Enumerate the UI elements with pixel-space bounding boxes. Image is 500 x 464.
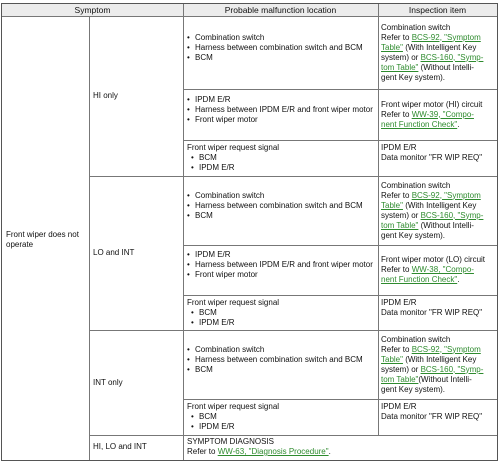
text-line xyxy=(381,120,498,130)
text-line xyxy=(381,53,498,63)
location-list xyxy=(187,308,373,328)
text-line xyxy=(381,385,498,395)
table-rule xyxy=(89,16,90,460)
text-segment: Front wiper motor (HI) circuit xyxy=(381,99,483,109)
location-list xyxy=(187,33,373,63)
location-item: • Harness between combination switch and BCM xyxy=(187,355,373,365)
text-segment: Data monitor "FR WIP REQ" xyxy=(381,308,483,317)
reference-link[interactable]: tom Table" xyxy=(381,374,419,384)
inspection-item xyxy=(381,335,498,395)
reference-link[interactable]: tom Table" xyxy=(381,220,419,230)
malfunction-location xyxy=(187,191,373,221)
text-segment: (With Intelligent Key xyxy=(402,354,477,364)
reference-link[interactable]: tom Table" xyxy=(381,62,419,72)
location-title: Front wiper request signal xyxy=(187,402,280,411)
table-rule xyxy=(183,89,497,90)
text-line xyxy=(381,412,498,422)
inspection-item xyxy=(381,298,498,318)
location-item: • Front wiper motor xyxy=(187,115,373,125)
table-rule xyxy=(183,245,497,246)
reference-link[interactable]: WW-38, "Compo- xyxy=(411,265,474,274)
text-segment: Refer to xyxy=(381,190,412,200)
text-segment: gent Key system). xyxy=(381,230,446,240)
reference-link[interactable]: Table" xyxy=(381,354,403,364)
text-segment: . xyxy=(328,447,331,456)
text-line xyxy=(381,308,498,318)
text-line xyxy=(381,345,498,355)
location-list xyxy=(187,153,373,173)
symptom-subgroup-label: HI, LO and INT xyxy=(93,441,147,451)
location-list xyxy=(187,412,373,432)
reference-link[interactable]: nent Function Check" xyxy=(381,275,458,284)
reference-link[interactable]: BCS-92, "Symptom xyxy=(411,190,481,200)
header-symptom xyxy=(2,4,183,16)
text-line xyxy=(381,100,498,110)
location-item: • Harness between combination switch and BCM xyxy=(187,201,373,211)
reference-link[interactable]: BCS-160, "Symp- xyxy=(420,210,484,220)
text-line xyxy=(381,110,498,120)
text-segment: system) or xyxy=(381,52,421,62)
reference-link[interactable]: BCS-92, "Symptom xyxy=(411,32,481,42)
malfunction-location xyxy=(187,345,373,375)
table-rule xyxy=(89,435,497,436)
text-line xyxy=(381,63,498,73)
text-segment: Refer to xyxy=(381,109,412,119)
table-rule xyxy=(378,4,379,435)
reference-link[interactable]: BCS-160, "Symp- xyxy=(420,364,484,374)
symptom-subgroup-label: HI only xyxy=(93,91,118,100)
symptom-text: Front wiper does not xyxy=(6,230,79,239)
text-segment: (With Intelligent Key xyxy=(402,200,477,210)
text-line xyxy=(381,191,498,201)
text-line xyxy=(381,275,498,285)
table-rule xyxy=(89,176,497,177)
text-line xyxy=(381,181,498,191)
location-list xyxy=(187,191,373,221)
reference-link[interactable]: Table" xyxy=(381,42,403,52)
text-line xyxy=(381,33,498,43)
text-line xyxy=(381,255,498,265)
text-line xyxy=(187,447,497,457)
inspection-item xyxy=(381,143,498,163)
location-list xyxy=(187,95,373,125)
text-segment: gent Key system). xyxy=(381,384,446,394)
location-item: • BCM xyxy=(191,412,373,422)
location-item: • BCM xyxy=(187,53,373,63)
malfunction-location xyxy=(187,402,373,432)
reference-link[interactable]: WW-63, "Diagnosis Procedure" xyxy=(217,447,329,456)
inspection-item xyxy=(381,181,498,241)
location-item: • IPDM E/R xyxy=(187,250,373,260)
text-line xyxy=(381,231,498,241)
location-item: • BCM xyxy=(191,153,373,163)
header-location xyxy=(183,4,378,16)
table-rule xyxy=(183,140,497,141)
header-symptom-label: Symptom xyxy=(74,5,111,15)
location-item: • BCM xyxy=(187,365,373,375)
text-segment: Combination switch xyxy=(381,22,451,32)
reference-link[interactable]: WW-39, "Compo- xyxy=(411,109,474,119)
header-inspection xyxy=(378,4,497,16)
location-item: • IPDM E/R xyxy=(191,422,373,432)
text-line xyxy=(381,153,498,163)
reference-link[interactable]: BCS-160, "Symp- xyxy=(420,52,484,62)
symptom-table xyxy=(1,3,498,461)
text-line xyxy=(381,402,498,412)
location-item: • Combination switch xyxy=(187,345,373,355)
text-segment: Combination switch xyxy=(381,180,451,190)
text-line xyxy=(381,73,498,83)
inspection-item xyxy=(381,402,498,422)
table-rule xyxy=(183,399,497,400)
text-segment: Combination switch xyxy=(381,334,451,344)
location-title: Front wiper request signal xyxy=(187,298,280,307)
malfunction-location xyxy=(187,33,373,63)
location-list xyxy=(187,250,373,280)
table-rule xyxy=(2,16,497,17)
text-line xyxy=(381,365,498,375)
header-location-label: Probable malfunction location xyxy=(224,5,337,15)
reference-link[interactable]: BCS-92, "Symptom xyxy=(411,344,481,354)
malfunction-location xyxy=(187,95,373,125)
text-line xyxy=(381,211,498,221)
text-segment: (Without Intelli- xyxy=(418,220,474,230)
malfunction-location xyxy=(187,250,373,280)
location-item: • Front wiper motor xyxy=(187,270,373,280)
text-line xyxy=(381,375,498,385)
table-rule xyxy=(89,330,497,331)
text-segment: gent Key system). xyxy=(381,72,446,82)
location-item: • Harness between combination switch and BCM xyxy=(187,43,373,53)
text-segment: IPDM E/R xyxy=(381,143,417,152)
text-segment: Refer to xyxy=(381,344,412,354)
text-line xyxy=(381,201,498,211)
text-segment: system) or xyxy=(381,210,421,220)
location-item: • Combination switch xyxy=(187,191,373,201)
symptom-cell xyxy=(6,230,88,252)
text-line xyxy=(381,265,498,275)
text-segment: . xyxy=(457,275,460,284)
table-rule xyxy=(183,295,497,296)
reference-link[interactable]: nent Function Check" xyxy=(381,119,458,129)
location-item: • IPDM E/R xyxy=(191,163,373,173)
text-line xyxy=(381,143,498,153)
location-item: • IPDM E/R xyxy=(191,318,373,328)
location-list xyxy=(187,345,373,375)
malfunction-location xyxy=(187,143,373,173)
text-segment: SYMPTOM DIAGNOSIS xyxy=(187,437,274,446)
text-segment: (With Intelligent Key xyxy=(402,42,477,52)
text-segment: Refer to xyxy=(381,265,412,274)
symptom-subgroup-label: LO and INT xyxy=(93,248,135,257)
text-line xyxy=(381,43,498,53)
text-segment: system) or xyxy=(381,364,421,374)
location-item: • BCM xyxy=(191,308,373,318)
header-inspection-label: Inspection item xyxy=(408,5,467,15)
inspection-item xyxy=(381,100,498,130)
text-segment: Refer to xyxy=(381,32,412,42)
text-line xyxy=(381,221,498,231)
text-segment: . xyxy=(457,119,460,129)
text-line xyxy=(381,298,498,308)
text-line xyxy=(381,355,498,365)
table-rule xyxy=(183,4,184,460)
malfunction-location xyxy=(187,298,373,328)
text-segment: Data monitor "FR WIP REQ" xyxy=(381,412,483,421)
text-segment: (Without Intelli- xyxy=(418,62,474,72)
text-segment: IPDM E/R xyxy=(381,402,417,411)
text-line xyxy=(381,23,498,33)
inspection-item xyxy=(381,255,498,285)
symptom-text: operate xyxy=(6,240,34,249)
location-title: Front wiper request signal xyxy=(187,143,280,152)
symptom-subgroup-label: INT only xyxy=(93,377,123,387)
location-item: • BCM xyxy=(187,211,373,221)
text-line xyxy=(187,437,497,447)
location-item: • IPDM E/R xyxy=(187,95,373,105)
text-segment: Data monitor "FR WIP REQ" xyxy=(381,153,483,162)
diagnosis-cell xyxy=(187,437,497,458)
text-segment: Front wiper motor (LO) circuit xyxy=(381,255,486,264)
reference-link[interactable]: Table" xyxy=(381,200,403,210)
location-item: • Combination switch xyxy=(187,33,373,43)
inspection-item xyxy=(381,23,498,83)
text-segment: (Without Intelli- xyxy=(418,374,472,384)
text-line xyxy=(381,335,498,345)
text-segment: IPDM E/R xyxy=(381,298,417,307)
location-item: • Harness between IPDM E/R and front wiper motor xyxy=(187,105,373,115)
location-item: • Harness between IPDM E/R and front wiper motor xyxy=(187,260,373,270)
text-segment: Refer to xyxy=(187,447,218,456)
